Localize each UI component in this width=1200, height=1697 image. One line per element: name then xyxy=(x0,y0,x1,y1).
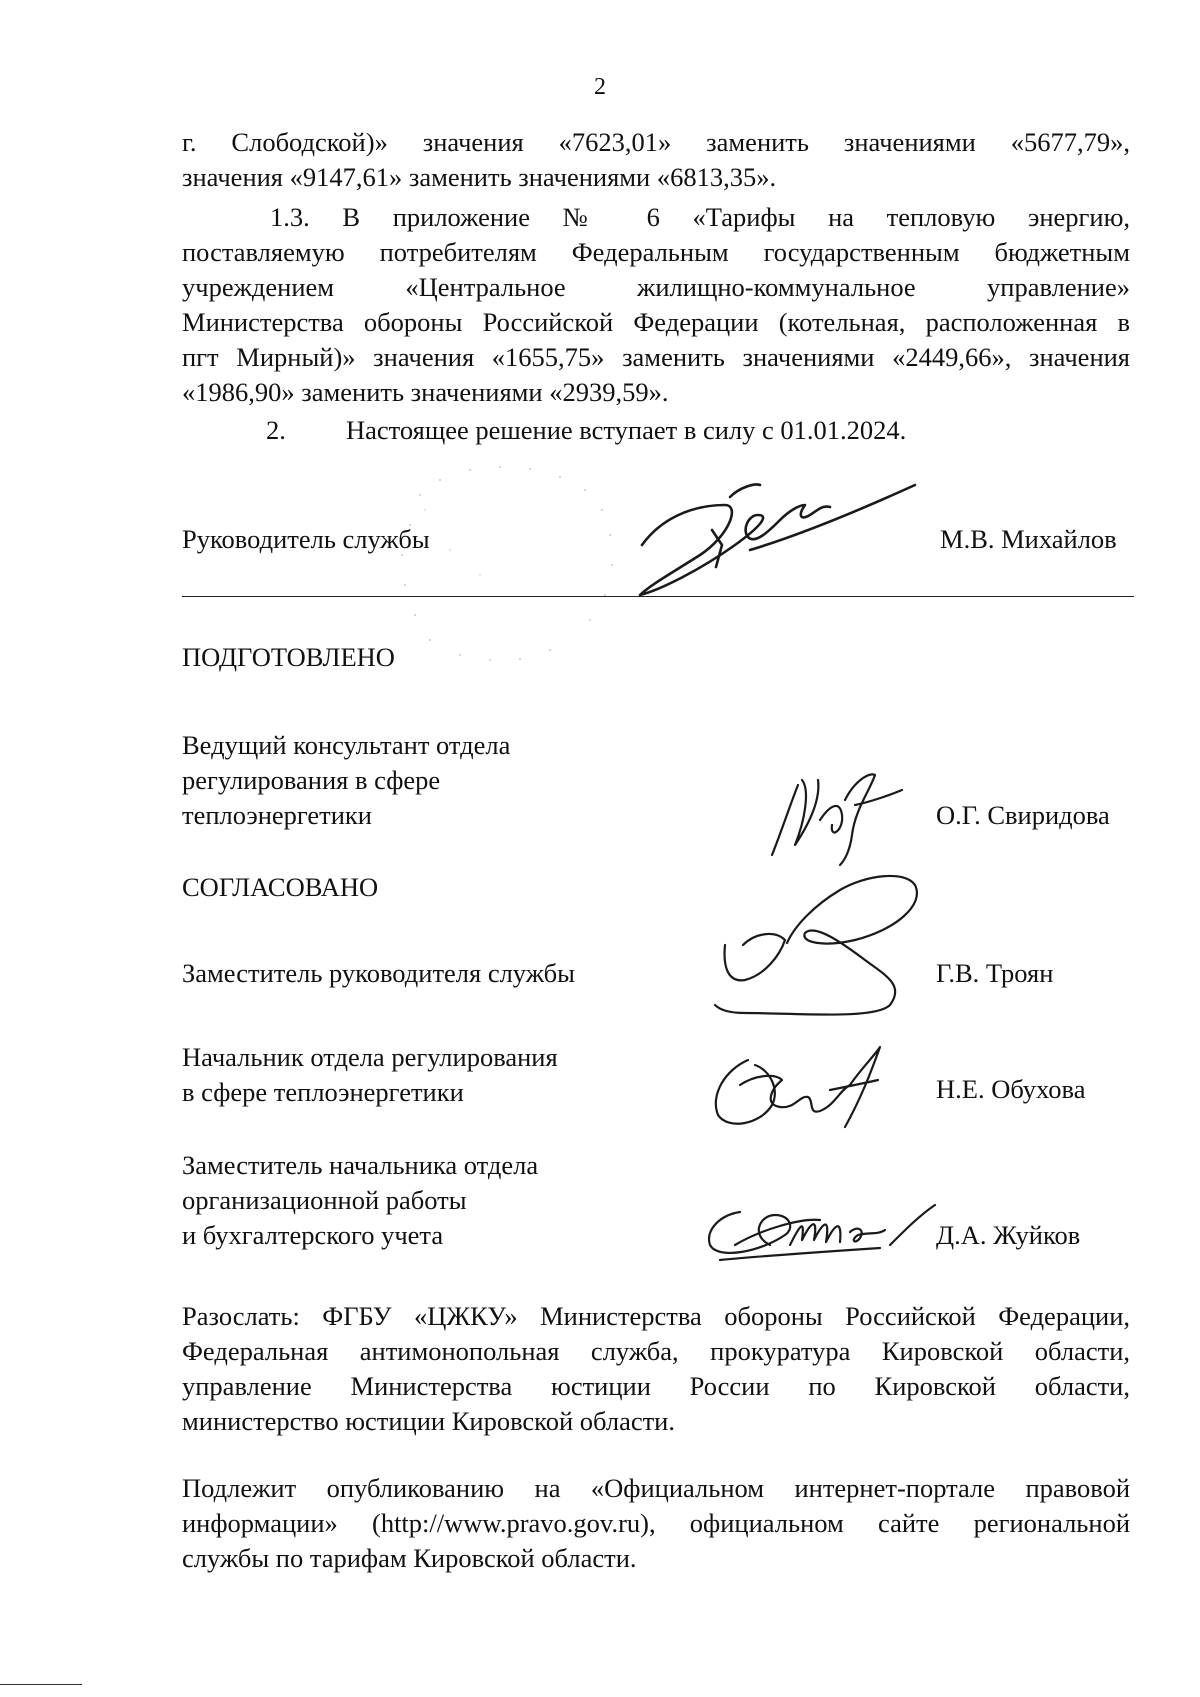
head-name: М.В. Михайлов xyxy=(940,524,1117,554)
approved-signer-1-name: Г.В. Троян xyxy=(936,958,1054,988)
position-line: Заместитель начальника отдела xyxy=(182,1150,539,1180)
prepared-position xyxy=(182,728,510,833)
approved-heading: СОГЛАСОВАНО xyxy=(182,872,379,902)
position-line: в сфере теплоэнергетики xyxy=(182,1077,464,1107)
approved-signer-3-name: Д.А. Жуйков xyxy=(936,1220,1081,1250)
head-title: Руководитель службы xyxy=(182,524,430,554)
distribution-line: управление Министерства юстиции России по Кировской области, xyxy=(182,1371,1130,1401)
paragraph-line: г. Слободской)» значения «7623,01» заменить значениями «5677,79», xyxy=(182,127,1130,157)
position-line: организационной работы xyxy=(182,1185,467,1215)
signature-zhuykov xyxy=(700,1190,940,1270)
distribution-list xyxy=(182,1299,1130,1439)
paragraph-continued xyxy=(182,125,1130,195)
approved-signer-2-position xyxy=(182,1040,558,1110)
distribution-line: Разослать: ФГБУ «ЦЖКУ» Министерства обороны Российской Федерации, xyxy=(182,1301,1130,1331)
page-number: 2 xyxy=(594,74,606,100)
publication-note xyxy=(182,1471,1130,1576)
paragraph-line: 1.3. В приложение № 6 «Тарифы на тепловую энергию, xyxy=(270,202,1130,232)
prepared-heading: ПОДГОТОВЛЕНО xyxy=(182,642,395,672)
paragraph-line: учреждением «Центральное жилищно-коммунальное управление» xyxy=(182,272,1130,302)
stamp-trace xyxy=(380,455,640,675)
signature-obukhova xyxy=(700,1035,890,1135)
paragraph-number: 2. xyxy=(266,415,286,445)
approved-signer-2-name: Н.Е. Обухова xyxy=(936,1074,1086,1104)
separator-line xyxy=(182,596,1134,597)
position-line: Заместитель руководителя службы xyxy=(182,958,575,988)
position-line: теплоэнергетики xyxy=(182,800,372,830)
paragraph-text: Настоящее решение вступает в силу с 01.01.2024. xyxy=(346,415,907,445)
footer-mark xyxy=(0,1684,82,1685)
position-line: Ведущий консультант отдела xyxy=(182,730,511,760)
publication-line: службы по тарифам Кировской области. xyxy=(182,1543,637,1573)
distribution-line: Федеральная антимонопольная служба, прокуратура Кировской области, xyxy=(182,1336,1130,1366)
signature-mikhailov xyxy=(630,475,920,605)
paragraph-line: Министерства обороны Российской Федерации (котельная, расположенная в xyxy=(182,307,1130,337)
position-line: регулирования в сфере xyxy=(182,765,441,795)
signature-troyan xyxy=(705,865,935,1025)
approved-signer-1-position xyxy=(182,956,575,991)
position-line: Начальник отдела регулирования xyxy=(182,1042,558,1072)
publication-line: Подлежит опубликованию на «Официальном интернет-портале правовой xyxy=(182,1473,1130,1503)
publication-line: информации» (http://www.pravo.gov.ru), официальном сайте региональной xyxy=(182,1508,1130,1538)
paragraph-1-3 xyxy=(182,200,1130,410)
approved-signer-3-position xyxy=(182,1148,538,1253)
distribution-line: министерство юстиции Кировской области. xyxy=(182,1406,675,1436)
paragraph-line: поставляемую потребителям Федеральным государственным бюджетным xyxy=(182,237,1130,267)
prepared-name: О.Г. Свиридова xyxy=(936,800,1110,830)
paragraph-line: пгт Мирный)» значения «1655,75» заменить значениями «2449,66», значения xyxy=(182,342,1130,372)
position-line: и бухгалтерского учета xyxy=(182,1220,444,1250)
paragraph-line: «1986,90» заменить значениями «2939,59». xyxy=(182,377,669,407)
signature-sviridova xyxy=(760,760,910,870)
paragraph-line: значения «9147,61» заменить значениями «6813,35». xyxy=(182,162,777,192)
paragraph-2 xyxy=(266,413,906,448)
